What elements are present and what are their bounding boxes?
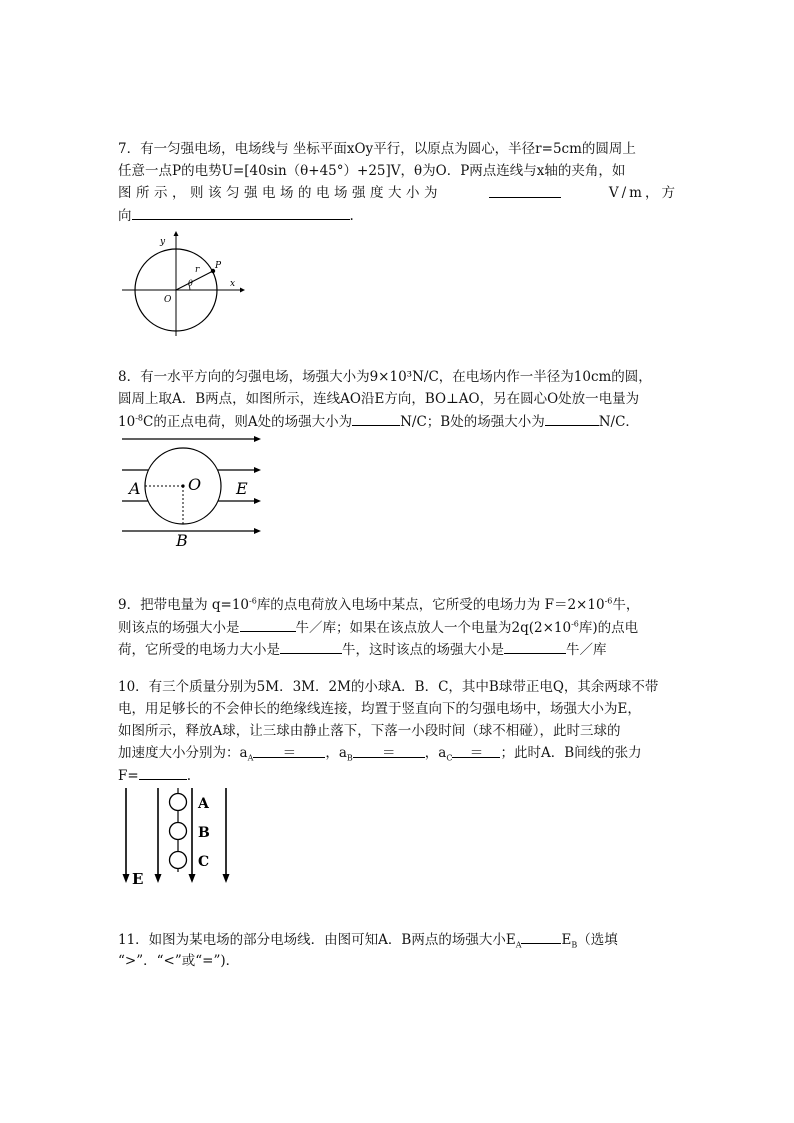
q10-sub-c: C (446, 753, 453, 763)
q10-line-4 (118, 742, 678, 764)
q8-center-o (181, 484, 184, 487)
q11-blank (521, 928, 561, 944)
q8-label-a: A (129, 479, 141, 498)
q8-blank-1 (352, 410, 400, 426)
q10-arrow-4-icon (223, 874, 230, 883)
q8-label-b: B (176, 531, 188, 550)
q7-line-4 (118, 204, 678, 226)
q7-line-2: 任意一点P的电势U=[40sin（θ+45°）+25]V，θ为O．P两点连线与x轴的夹角，如 (118, 163, 626, 179)
q11-sub-b: B (571, 940, 578, 950)
q9-line-1-c: 牛， (612, 597, 640, 613)
q10-ball-a (170, 794, 187, 811)
q9-line-1-exp: -6 (249, 596, 257, 606)
q10-eq-c: ＝ (469, 745, 484, 761)
q10-blank-b (353, 742, 425, 761)
q10-label-c: C (198, 854, 210, 870)
q8-blank-2 (545, 410, 599, 426)
q10-line-4-c: ，a (424, 745, 447, 761)
q8-line-1: 8．有一水平方向的匀强电场，场强大小为9×10³N/C，在电场内作一半径为10cm的圆， (118, 369, 652, 385)
q9-line-2-c: 库)的点电 (578, 620, 639, 636)
q9-line-3 (118, 638, 678, 660)
question-7 (118, 138, 678, 226)
q8-arrow-3-icon (254, 498, 261, 504)
q7-line-1: 7．有一匀强电场，电场线与 坐标平面xOy平行，以原点为圆心，半径r=5cm的圆周上 (118, 141, 636, 157)
q8-arrow-1-icon (254, 436, 261, 442)
q8-line-3-base: 10 (118, 414, 136, 430)
q10-eq-b: ＝ (382, 745, 396, 761)
q10-eq-a: ＝ (282, 745, 297, 761)
q7-label-x: x (230, 279, 236, 289)
q10-blank-a (253, 742, 325, 761)
question-10 (118, 676, 678, 786)
q9-line-1-a: 9．把带电量为 q=10 (118, 597, 250, 613)
q9-line-2-b: 牛／库；如果在该点放人一个电量为2q(2×10 (295, 620, 572, 636)
q9-line-1-exp2: -6 (604, 596, 613, 606)
q8-line-3 (118, 410, 678, 432)
q10-line-4-d: ；此时A．B间线的张力 (500, 745, 642, 761)
q10-label-b: B (198, 825, 210, 841)
q9-line-3-b: 牛，这时该点的场强大小是 (342, 642, 504, 658)
q10-label-e: E (132, 870, 144, 888)
q11-line-1-c: （选填 (577, 932, 618, 948)
q10-sub-a: A (247, 753, 254, 763)
q10-arrow-2-icon (155, 874, 162, 883)
q8-label-e: E (236, 479, 248, 498)
q9-line-2 (118, 616, 678, 638)
q9-line-2-a: 则该点的场强大小是 (118, 620, 240, 636)
q7-line-3-unit: V/m，方 (608, 185, 678, 201)
q10-blank-f (139, 764, 187, 780)
q7-line-3-text: 图所示，则该匀强电场的电场强度大小为 (118, 185, 442, 201)
q10-sub-b: B (346, 753, 353, 763)
q7-label-o: O (164, 295, 172, 305)
question-8 (118, 366, 678, 432)
q9-line-1-b: 库的点电荷放入电场中某点，它所受的电场力为 F＝2×10 (256, 597, 605, 613)
q7-line-4-end: . (349, 208, 354, 224)
q7-label-theta: θ (188, 279, 193, 288)
q10-ball-b (170, 823, 187, 840)
q8-line-3-exp: -8 (135, 413, 143, 423)
q8-label-o: O (188, 475, 202, 494)
q10-line-4-b: ，a (325, 745, 347, 761)
q8-line-3-text-c: N/C． (598, 414, 639, 430)
q7-blank-2 (132, 204, 350, 220)
q8-line-3-text-a: C的正点电荷，则A处的场强大小为 (142, 414, 353, 430)
q10-arrow-3-icon (189, 874, 196, 883)
q11-line-1-a: 11．如图为某电场的部分电场线．由图可知A．B两点的场强大小E (118, 932, 516, 948)
q7-label-p: P (215, 261, 222, 271)
q11-line-1-b: E (561, 932, 572, 948)
q10-line-4-a: 加速度大小分别为：a (118, 745, 248, 761)
q7-blank-1 (489, 182, 561, 198)
q10-line-5-b: . (186, 768, 191, 784)
question-11 (118, 928, 678, 972)
q8-figure (120, 432, 265, 550)
q9-blank-3 (504, 638, 566, 654)
q10-blank-c (452, 742, 500, 761)
q8-arrow-4-icon (254, 528, 261, 534)
q11-line-1 (118, 928, 678, 950)
q7-line-4-text: 向 (118, 208, 132, 224)
question-9 (118, 594, 678, 660)
q9-line-3-a: 荷，它所受的电场力大小是 (118, 642, 280, 658)
q10-line-5-a: F= (118, 768, 139, 784)
q8-line-3-text-b: N/C；B处的场强大小为 (400, 414, 545, 430)
q10-line-1: 10．有三个质量分别为5M．3M．2M的小球A．B．C，其中B球带正电Q，其余两球不带 (118, 679, 659, 695)
q10-line-5 (118, 764, 678, 786)
q10-line-3: 如图所示，释放A球，让三球由静止落下，下落一小段时间（球不相碰），此时三球的 (118, 723, 621, 739)
q9-line-1 (118, 594, 678, 616)
q9-blank-2 (280, 638, 342, 654)
q11-sub-a: A (515, 940, 522, 950)
q10-ball-c (170, 852, 187, 869)
q7-y-arrow-icon (174, 231, 179, 236)
q7-label-r: r (195, 265, 200, 275)
q10-label-a: A (198, 796, 209, 812)
q7-line-3 (118, 182, 678, 204)
q8-line-2: 圆周上取A．B两点，如图所示，连线AO沿E方向，BO⊥AO，另在圆心O处放一电量为 (118, 391, 640, 407)
q10-arrow-1-icon (123, 874, 130, 883)
q9-line-3-c: 牛／库 (566, 642, 607, 658)
q9-line-2-exp: -6 (571, 619, 579, 629)
q7-label-y: y (160, 237, 166, 247)
q7-x-arrow-icon (240, 288, 245, 293)
q10-line-2: 电，用足够长的不会伸长的绝缘线连接，均置于竖直向下的匀强电场中，场强大小为E， (118, 701, 641, 717)
q7-figure (120, 228, 250, 338)
q11-line-2: “>”．“<”或“=”)． (118, 953, 240, 969)
q10-figure (118, 788, 243, 888)
q8-arrow-2-icon (254, 467, 261, 473)
q9-blank-1 (240, 616, 296, 632)
